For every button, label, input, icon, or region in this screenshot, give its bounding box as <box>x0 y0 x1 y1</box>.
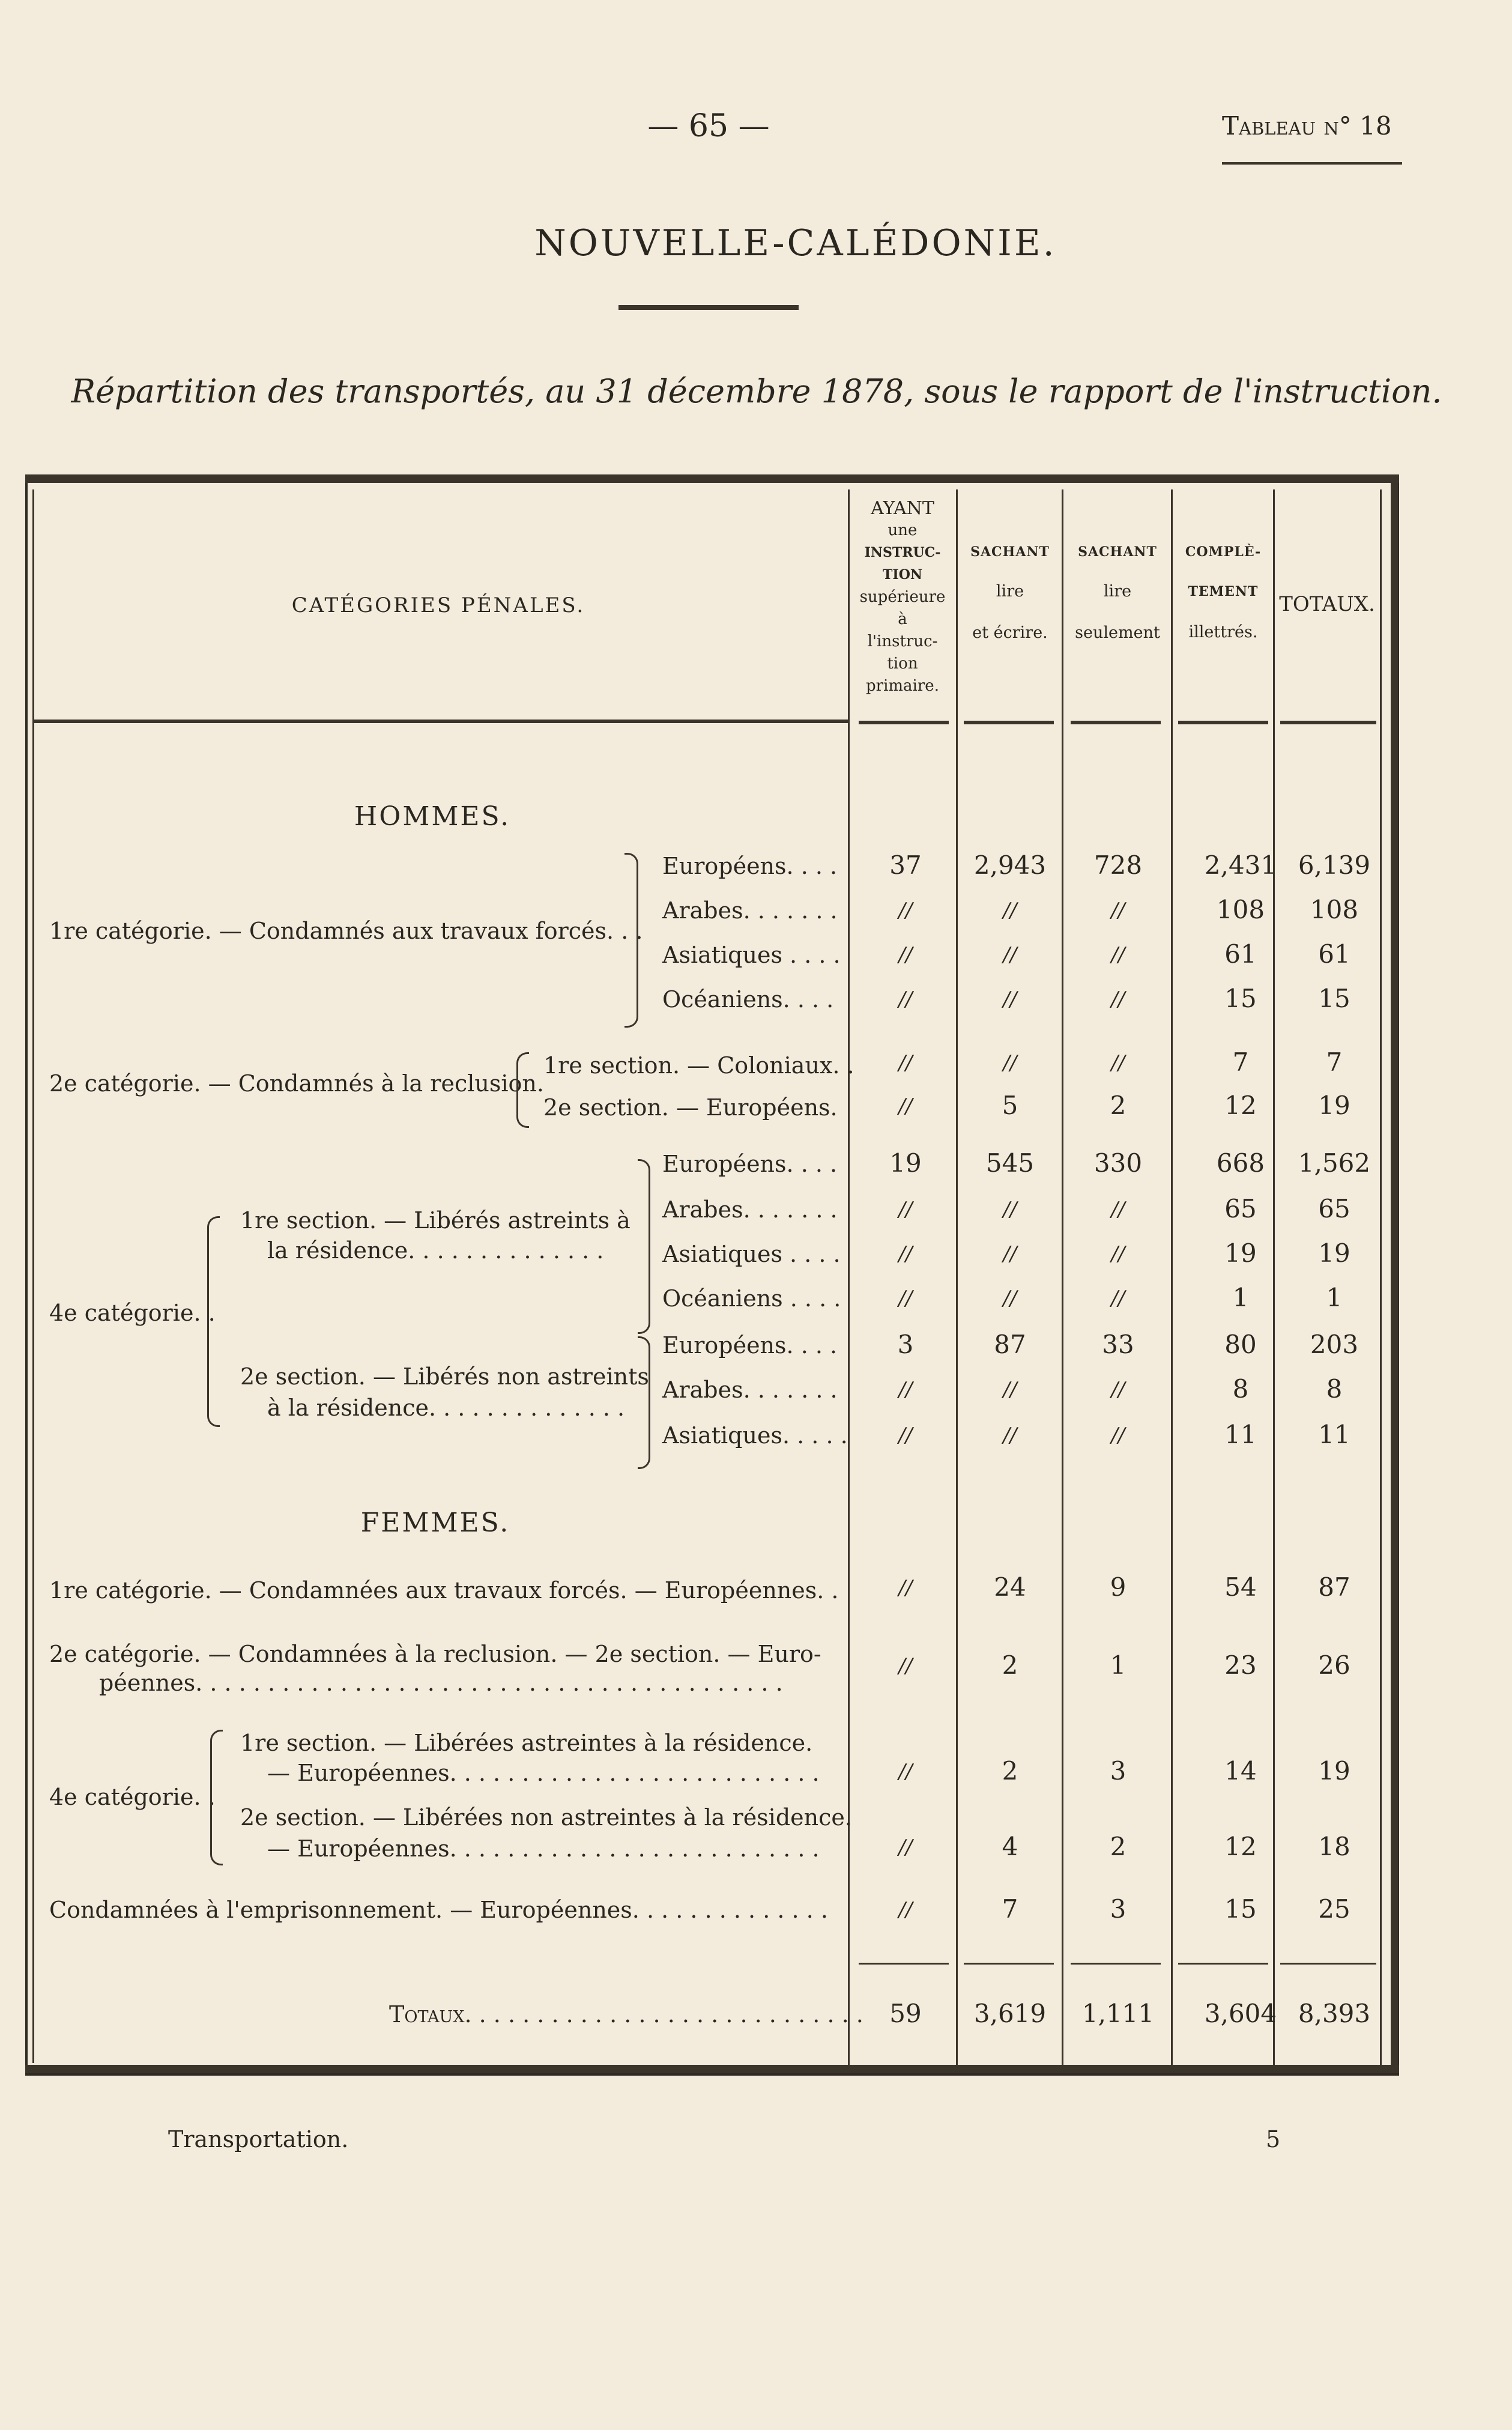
row-sublabel: Océaniens . . . . <box>662 1285 841 1312</box>
table-cell: 330 <box>1093 1148 1143 1178</box>
table-cell: 5 <box>1002 1091 1018 1120</box>
table-cell: // <box>898 1760 913 1784</box>
h-cat1-label: 1re catégorie. — Condamnés aux travaux forcés. . . <box>49 918 643 944</box>
header-col1-line: AYANT <box>871 498 934 519</box>
frame-bottom-heavy <box>25 2065 1399 2073</box>
table-cell: 61 <box>1318 939 1350 969</box>
header-rule-c4 <box>1178 721 1268 724</box>
table-cell: // <box>898 1242 913 1266</box>
table-cell: // <box>1111 943 1125 967</box>
header-col2-line: et écrire. <box>972 623 1048 642</box>
table-cell: 4 <box>1002 1832 1018 1861</box>
header-col1-line: tion <box>887 655 918 673</box>
header-col1-line: primaire. <box>866 677 939 695</box>
h-cat2-s1-label: 1re section. — Coloniaux. . <box>543 1052 854 1079</box>
table-cell: 11 <box>1224 1420 1257 1449</box>
header-col4 <box>1175 541 1272 643</box>
header-rule-left <box>34 720 848 723</box>
header-col3-line: SACHANT <box>1078 544 1157 560</box>
totals-rule-c4 <box>1178 1963 1268 1965</box>
col-sep-4 <box>1171 489 1173 2066</box>
table-cell: 203 <box>1310 1330 1359 1359</box>
header-col4-line: COMPLÈ- <box>1185 544 1262 560</box>
table-cell: 3,619 <box>973 1999 1047 2028</box>
row-sublabel: Arabes. . . . . . . <box>662 1377 838 1403</box>
h-cat4-s1b: la résidence. . . . . . . . . . . . . . <box>267 1237 604 1264</box>
header-col1-line: TION <box>883 567 922 583</box>
table-cell: // <box>1003 1378 1017 1402</box>
table-cell: 8 <box>1232 1374 1249 1404</box>
table-cell: // <box>1003 987 1017 1011</box>
table-cell: // <box>1111 987 1125 1011</box>
col-sep-3 <box>1062 489 1063 2066</box>
h-cat2-label: 2e catégorie. — Condamnés à la reclusion. <box>49 1070 544 1097</box>
section-femmes: FEMMES. <box>360 1507 510 1538</box>
table-cell: 108 <box>1310 895 1359 924</box>
table-cell: 23 <box>1224 1650 1257 1680</box>
table-cell: 19 <box>889 1148 922 1178</box>
header-col1-line: supérieure <box>859 588 946 606</box>
header-col2 <box>960 541 1060 644</box>
header-col3-line: seulement <box>1075 623 1160 642</box>
page-number: — 65 — <box>647 108 770 144</box>
table-cell: // <box>898 1898 913 1922</box>
frame-top-heavy <box>25 474 1399 483</box>
header-col4-line: illettrés. <box>1188 623 1258 641</box>
table-cell: 9 <box>1110 1572 1126 1602</box>
frame-left-line <box>32 489 34 2063</box>
table-cell: 12 <box>1224 1091 1257 1120</box>
table-cell: // <box>1111 1378 1125 1402</box>
frame-right-heavy <box>1391 474 1398 2073</box>
table-cell: 80 <box>1224 1330 1257 1359</box>
f-cat4-brace <box>210 1730 223 1865</box>
f-cat4-s2b: — Européennes. . . . . . . . . . . . . . . . . . . . . . . . . . <box>267 1835 820 1862</box>
h-cat4-s2b: à la résidence. . . . . . . . . . . . . . <box>267 1395 625 1421</box>
table-cell: 61 <box>1224 939 1257 969</box>
table-cell: // <box>1111 1423 1125 1447</box>
f-cat4-s1a: 1re section. — Libérées astreintes à la résidence. <box>240 1730 813 1756</box>
header-col1-line: l'instruc- <box>867 632 938 650</box>
table-cell: 11 <box>1318 1420 1350 1449</box>
table-cell: // <box>1003 1051 1017 1075</box>
h-cat4-s1-brace <box>638 1159 650 1334</box>
table-cell: 7 <box>1002 1894 1018 1924</box>
row-sublabel: Arabes. . . . . . . <box>662 1196 838 1223</box>
header-col2-line: SACHANT <box>970 544 1050 560</box>
table-cell: 728 <box>1093 850 1143 880</box>
table-cell: 1 <box>1110 1650 1126 1680</box>
h-cat4-brace <box>207 1216 220 1427</box>
table-cell: // <box>1003 1423 1017 1447</box>
table-cell: // <box>1003 1198 1017 1222</box>
table-cell: 19 <box>1318 1091 1350 1120</box>
table-cell: 2 <box>1110 1091 1126 1120</box>
table-cell: // <box>1111 1242 1125 1266</box>
table-cell: // <box>1111 1051 1125 1075</box>
row-sublabel: Asiatiques . . . . <box>662 942 841 968</box>
f-cat2a-label: 2e catégorie. — Condamnées à la reclusion. — 2e section. — Euro- <box>49 1641 821 1667</box>
totals-rule-c2 <box>964 1963 1054 1965</box>
table-cell: 1 <box>1232 1283 1249 1312</box>
table-cell: // <box>898 1423 913 1447</box>
table-cell: 7 <box>1326 1047 1343 1077</box>
table-cell: 108 <box>1216 895 1265 924</box>
table-cell: // <box>1003 1286 1017 1310</box>
f-cat4-label: 4e catégorie. . <box>49 1784 216 1810</box>
table-cell: 668 <box>1216 1148 1265 1178</box>
table-cell: // <box>898 943 913 967</box>
h-cat1-brace <box>624 853 638 1028</box>
table-cell: 19 <box>1318 1238 1350 1268</box>
table-cell: // <box>1003 943 1017 967</box>
h-cat2-s2-label: 2e section. — Européens. <box>543 1094 838 1121</box>
title-rule <box>618 305 799 310</box>
table-cell: 7 <box>1232 1047 1249 1077</box>
table-cell: 2,431 <box>1204 850 1277 880</box>
f-empr-label: Condamnées à l'emprisonnement. — Européennes. . . . . . . . . . . . . . <box>49 1897 828 1923</box>
table-cell: 1 <box>1326 1283 1343 1312</box>
table-cell: 26 <box>1318 1650 1350 1680</box>
header-col3 <box>1065 541 1170 644</box>
header-rule-c1 <box>859 721 949 724</box>
header-col3-line: lire <box>1103 582 1132 601</box>
table-cell: 65 <box>1318 1194 1350 1223</box>
table-cell: 14 <box>1224 1756 1257 1786</box>
table-cell: 19 <box>1224 1238 1257 1268</box>
page-title: NOUVELLE-CALÉDONIE. <box>534 222 1057 264</box>
table-cell: 59 <box>889 1999 922 2028</box>
row-sublabel: Arabes. . . . . . . <box>662 897 838 924</box>
col-sep-6 <box>1380 489 1382 2066</box>
row-sublabel: Asiatiques. . . . . <box>662 1422 848 1449</box>
table-cell: // <box>898 1378 913 1402</box>
row-sublabel: Européens. . . . <box>662 853 838 879</box>
header-rule-c2 <box>964 721 1054 724</box>
table-cell: 3 <box>1110 1894 1126 1924</box>
table-cell: 37 <box>889 850 922 880</box>
table-cell: 2,943 <box>973 850 1047 880</box>
footer-left: Transportation. <box>168 2126 349 2153</box>
header-rule-c3 <box>1071 721 1161 724</box>
header-col1 <box>851 497 954 697</box>
table-cell: // <box>898 1654 913 1678</box>
h-cat4-s2-brace <box>638 1336 650 1469</box>
header-col4-line: TEMENT <box>1188 584 1259 599</box>
table-cell: 15 <box>1224 984 1257 1013</box>
table-cell: // <box>1111 898 1125 923</box>
table-cell: // <box>1003 898 1017 923</box>
table-cell: 1,111 <box>1081 1999 1155 2028</box>
f-cat4-s2a: 2e section. — Libérées non astreintes à la résidence. <box>240 1804 852 1831</box>
totals-rule-c5 <box>1280 1963 1376 1965</box>
table-cell: // <box>898 1286 913 1310</box>
table-cell: 65 <box>1224 1194 1257 1223</box>
h-cat4-label: 4e catégorie. . <box>49 1300 216 1326</box>
table-cell: 54 <box>1224 1572 1257 1602</box>
table-cell: 8,393 <box>1298 1999 1371 2028</box>
h-cat2-brace <box>516 1052 529 1128</box>
table-cell: 6,139 <box>1298 850 1371 880</box>
table-cell: // <box>898 1094 913 1118</box>
table-cell: // <box>1111 1198 1125 1222</box>
table-subtitle: Répartition des transportés, au 31 décembre 1878, sous le rapport de l'instruction. <box>71 372 1442 410</box>
table-cell: 15 <box>1318 984 1350 1013</box>
col-sep-5 <box>1273 489 1275 2066</box>
table-cell: 3 <box>897 1330 914 1359</box>
table-cell: 8 <box>1326 1374 1343 1404</box>
col-sep-2 <box>956 489 958 2066</box>
table-cell: // <box>898 987 913 1011</box>
tableau-number: Tableau n° 18 <box>1222 111 1392 141</box>
header-col1-line: à <box>898 610 907 628</box>
totals-rule-c1 <box>859 1963 949 1965</box>
table-cell: // <box>898 1576 913 1600</box>
header-col5: TOTAUX. <box>1279 592 1375 616</box>
header-col2-line: lire <box>996 582 1024 601</box>
header-rule-c5 <box>1280 721 1376 724</box>
h-cat4-s1a: 1re section. — Libérés astreints à <box>240 1207 631 1234</box>
table-cell: 3,604 <box>1204 1999 1277 2028</box>
table-cell: 2 <box>1110 1832 1126 1861</box>
table-cell: 24 <box>994 1572 1026 1602</box>
row-sublabel: Océaniens. . . . <box>662 986 834 1013</box>
f-cat4-s1b: — Européennes. . . . . . . . . . . . . . . . . . . . . . . . . . <box>267 1760 820 1786</box>
totals-rule-c3 <box>1071 1963 1161 1965</box>
table-cell: 1,562 <box>1298 1148 1371 1178</box>
table-cell: 25 <box>1318 1894 1350 1924</box>
footer-right: 5 <box>1266 2126 1281 2153</box>
header-col1-line: INSTRUC- <box>864 545 941 560</box>
table-cell: 3 <box>1110 1756 1126 1786</box>
row-sublabel: Européens. . . . <box>662 1151 838 1177</box>
table-cell: // <box>1003 1242 1017 1266</box>
table-cell: // <box>898 898 913 923</box>
table-cell: // <box>898 1051 913 1075</box>
f-cat1-label: 1re catégorie. — Condamnées aux travaux forcés. — Européennes. . <box>49 1577 839 1604</box>
table-cell: 15 <box>1224 1894 1257 1924</box>
header-categories: CATÉGORIES PÉNALES. <box>291 593 585 617</box>
table-cell: 87 <box>994 1330 1026 1359</box>
table-cell: // <box>898 1835 913 1859</box>
h-cat4-s2a: 2e section. — Libérés non astreints <box>240 1363 649 1390</box>
row-sublabel: Européens. . . . <box>662 1332 838 1359</box>
section-hommes: HOMMES. <box>354 801 511 832</box>
table-cell: 33 <box>1102 1330 1134 1359</box>
table-cell: 18 <box>1318 1832 1350 1861</box>
table-cell: // <box>1111 1286 1125 1310</box>
header-col1-line: une <box>888 521 918 539</box>
table-cell: 2 <box>1002 1756 1018 1786</box>
table-cell: 2 <box>1002 1650 1018 1680</box>
f-cat2b-label: péennes. . . . . . . . . . . . . . . . . . . . . . . . . . . . . . . . . . . . . . . . . <box>99 1670 783 1696</box>
tableau-underline <box>1222 162 1402 165</box>
table-cell: 19 <box>1318 1756 1350 1786</box>
table-cell: 12 <box>1224 1832 1257 1861</box>
table-cell: 545 <box>985 1148 1035 1178</box>
totals-label: Totaux. . . . . . . . . . . . . . . . . . . . . . . . . . . . <box>389 2001 863 2028</box>
table-cell: // <box>898 1198 913 1222</box>
row-sublabel: Asiatiques . . . . <box>662 1241 841 1267</box>
table-cell: 87 <box>1318 1572 1350 1602</box>
